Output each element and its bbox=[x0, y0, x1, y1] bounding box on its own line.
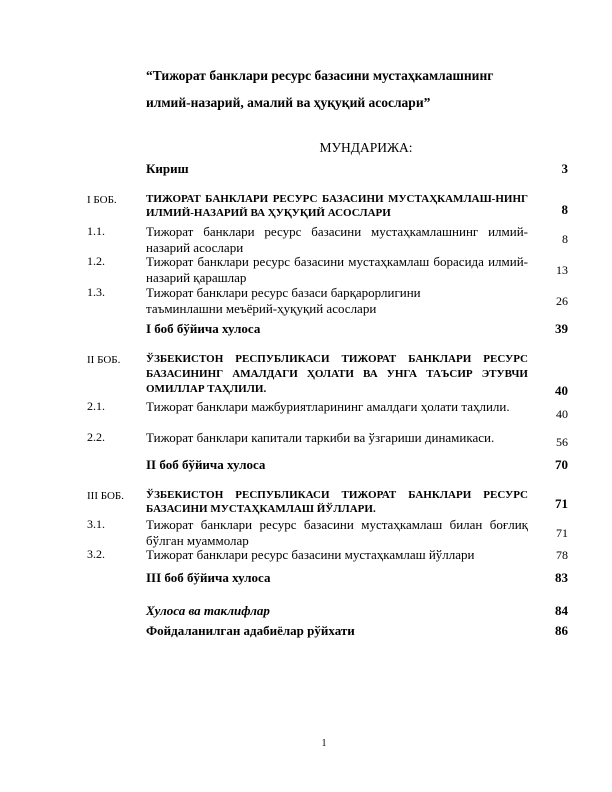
chapter-page: 8 bbox=[561, 202, 568, 217]
section-page: 26 bbox=[556, 294, 568, 308]
section-page: 71 bbox=[556, 526, 568, 540]
chapter-number: I БОБ. bbox=[87, 194, 117, 206]
section-page: 78 bbox=[556, 548, 568, 562]
document-title bbox=[146, 62, 566, 116]
chapter-page: 71 bbox=[555, 496, 568, 511]
section-title: Тижорат банклари ресурс базасини мустаҳкамлаш йўллари bbox=[146, 547, 475, 562]
summary-page: 70 bbox=[555, 457, 568, 472]
section-page: 40 bbox=[556, 407, 568, 421]
title-line-1: “Тижорат банклари ресурс базасини мустаҳкамлашнинг bbox=[146, 68, 494, 83]
section-number: 1.3. bbox=[87, 285, 105, 299]
section-number: 1.1. bbox=[87, 224, 105, 238]
title-line-2: илмий-назарий, амалий ва ҳуқуқий асослари” bbox=[146, 95, 431, 110]
section-title: Тижорат банклари ресурс базасини мустаҳкамлаш борасида илмий-назарий қарашлар bbox=[146, 254, 528, 285]
section-title: Тижорат банклари ресурс базасини мустаҳкамлашнинг илмий-назарий асослари bbox=[146, 224, 528, 255]
chapter-title: ТИЖОРАТ БАНКЛАРИ РЕСУРС БАЗАСИНИ МУСТАҲКАМЛАШ-НИНГ ИЛМИЙ-НАЗАРИЙ ВА ҲУҚУҚИЙ АСОСЛАРИ bbox=[146, 193, 528, 219]
toc-heading: МУНДАРИЖА: bbox=[319, 140, 413, 155]
chapter-number: III БОБ. bbox=[87, 490, 124, 502]
section-number: 3.2. bbox=[87, 547, 105, 561]
chapter-title: ЎЗБЕКИСТОН РЕСПУБЛИКАСИ ТИЖОРАТ БАНКЛАРИ РЕСУРС БАЗАСИНИНГ АМАЛДАГИ ҲОЛАТИ ВА УНГА ТАЪСИР ЭТУВЧИ ОМИЛЛАР ТАҲЛИЛИ. bbox=[146, 353, 528, 395]
chapter-title: ЎЗБЕКИСТОН РЕСПУБЛИКАСИ ТИЖОРАТ БАНКЛАРИ РЕСУРС БАЗАСИНИ МУСТАҲКАМЛАШ ЙЎЛЛАРИ. bbox=[146, 489, 528, 515]
summary-page: 83 bbox=[555, 570, 568, 585]
summary-text: I боб бўйича хулоса bbox=[146, 321, 261, 336]
summary-text: III боб бўйича хулоса bbox=[146, 570, 271, 585]
toc-entry-text: Хулоса ва таклифлар bbox=[146, 603, 270, 618]
toc-entry-text: Кириш bbox=[146, 161, 189, 176]
section-title: Тижорат банклари ресурс базаси барқарорлигини таъминлашни меъёрий-ҳуқуқий асослари bbox=[146, 285, 421, 316]
section-number: 3.1. bbox=[87, 517, 105, 531]
section-number: 2.1. bbox=[87, 399, 105, 413]
section-number: 1.2. bbox=[87, 254, 105, 268]
toc-entry-page: 84 bbox=[555, 603, 568, 618]
section-title: Тижорат банклари ресурс базасини мустаҳкамлаш билан боғлиқ бўлган муаммолар bbox=[146, 517, 528, 548]
section-number: 2.2. bbox=[87, 430, 105, 444]
toc-entry-page: 3 bbox=[561, 161, 568, 176]
toc-entry-page: 86 bbox=[555, 623, 568, 638]
section-title: Тижорат банклари капитали таркиби ва ўзгариши динамикаси. bbox=[146, 430, 495, 445]
toc-entry-text: Фойдаланилган адабиёлар рўйхати bbox=[146, 623, 355, 638]
section-page: 8 bbox=[562, 232, 568, 246]
section-page: 13 bbox=[556, 263, 568, 277]
summary-text: II боб бўйича хулоса bbox=[146, 457, 266, 472]
section-title: Тижорат банклари мажбуриятларининг амалдаги ҳолати таҳлили. bbox=[146, 399, 510, 414]
chapter-page: 40 bbox=[555, 383, 568, 398]
chapter-number: II БОБ. bbox=[87, 354, 121, 366]
summary-page: 39 bbox=[555, 321, 568, 336]
section-page: 56 bbox=[556, 435, 568, 449]
page-number: 1 bbox=[321, 738, 327, 749]
